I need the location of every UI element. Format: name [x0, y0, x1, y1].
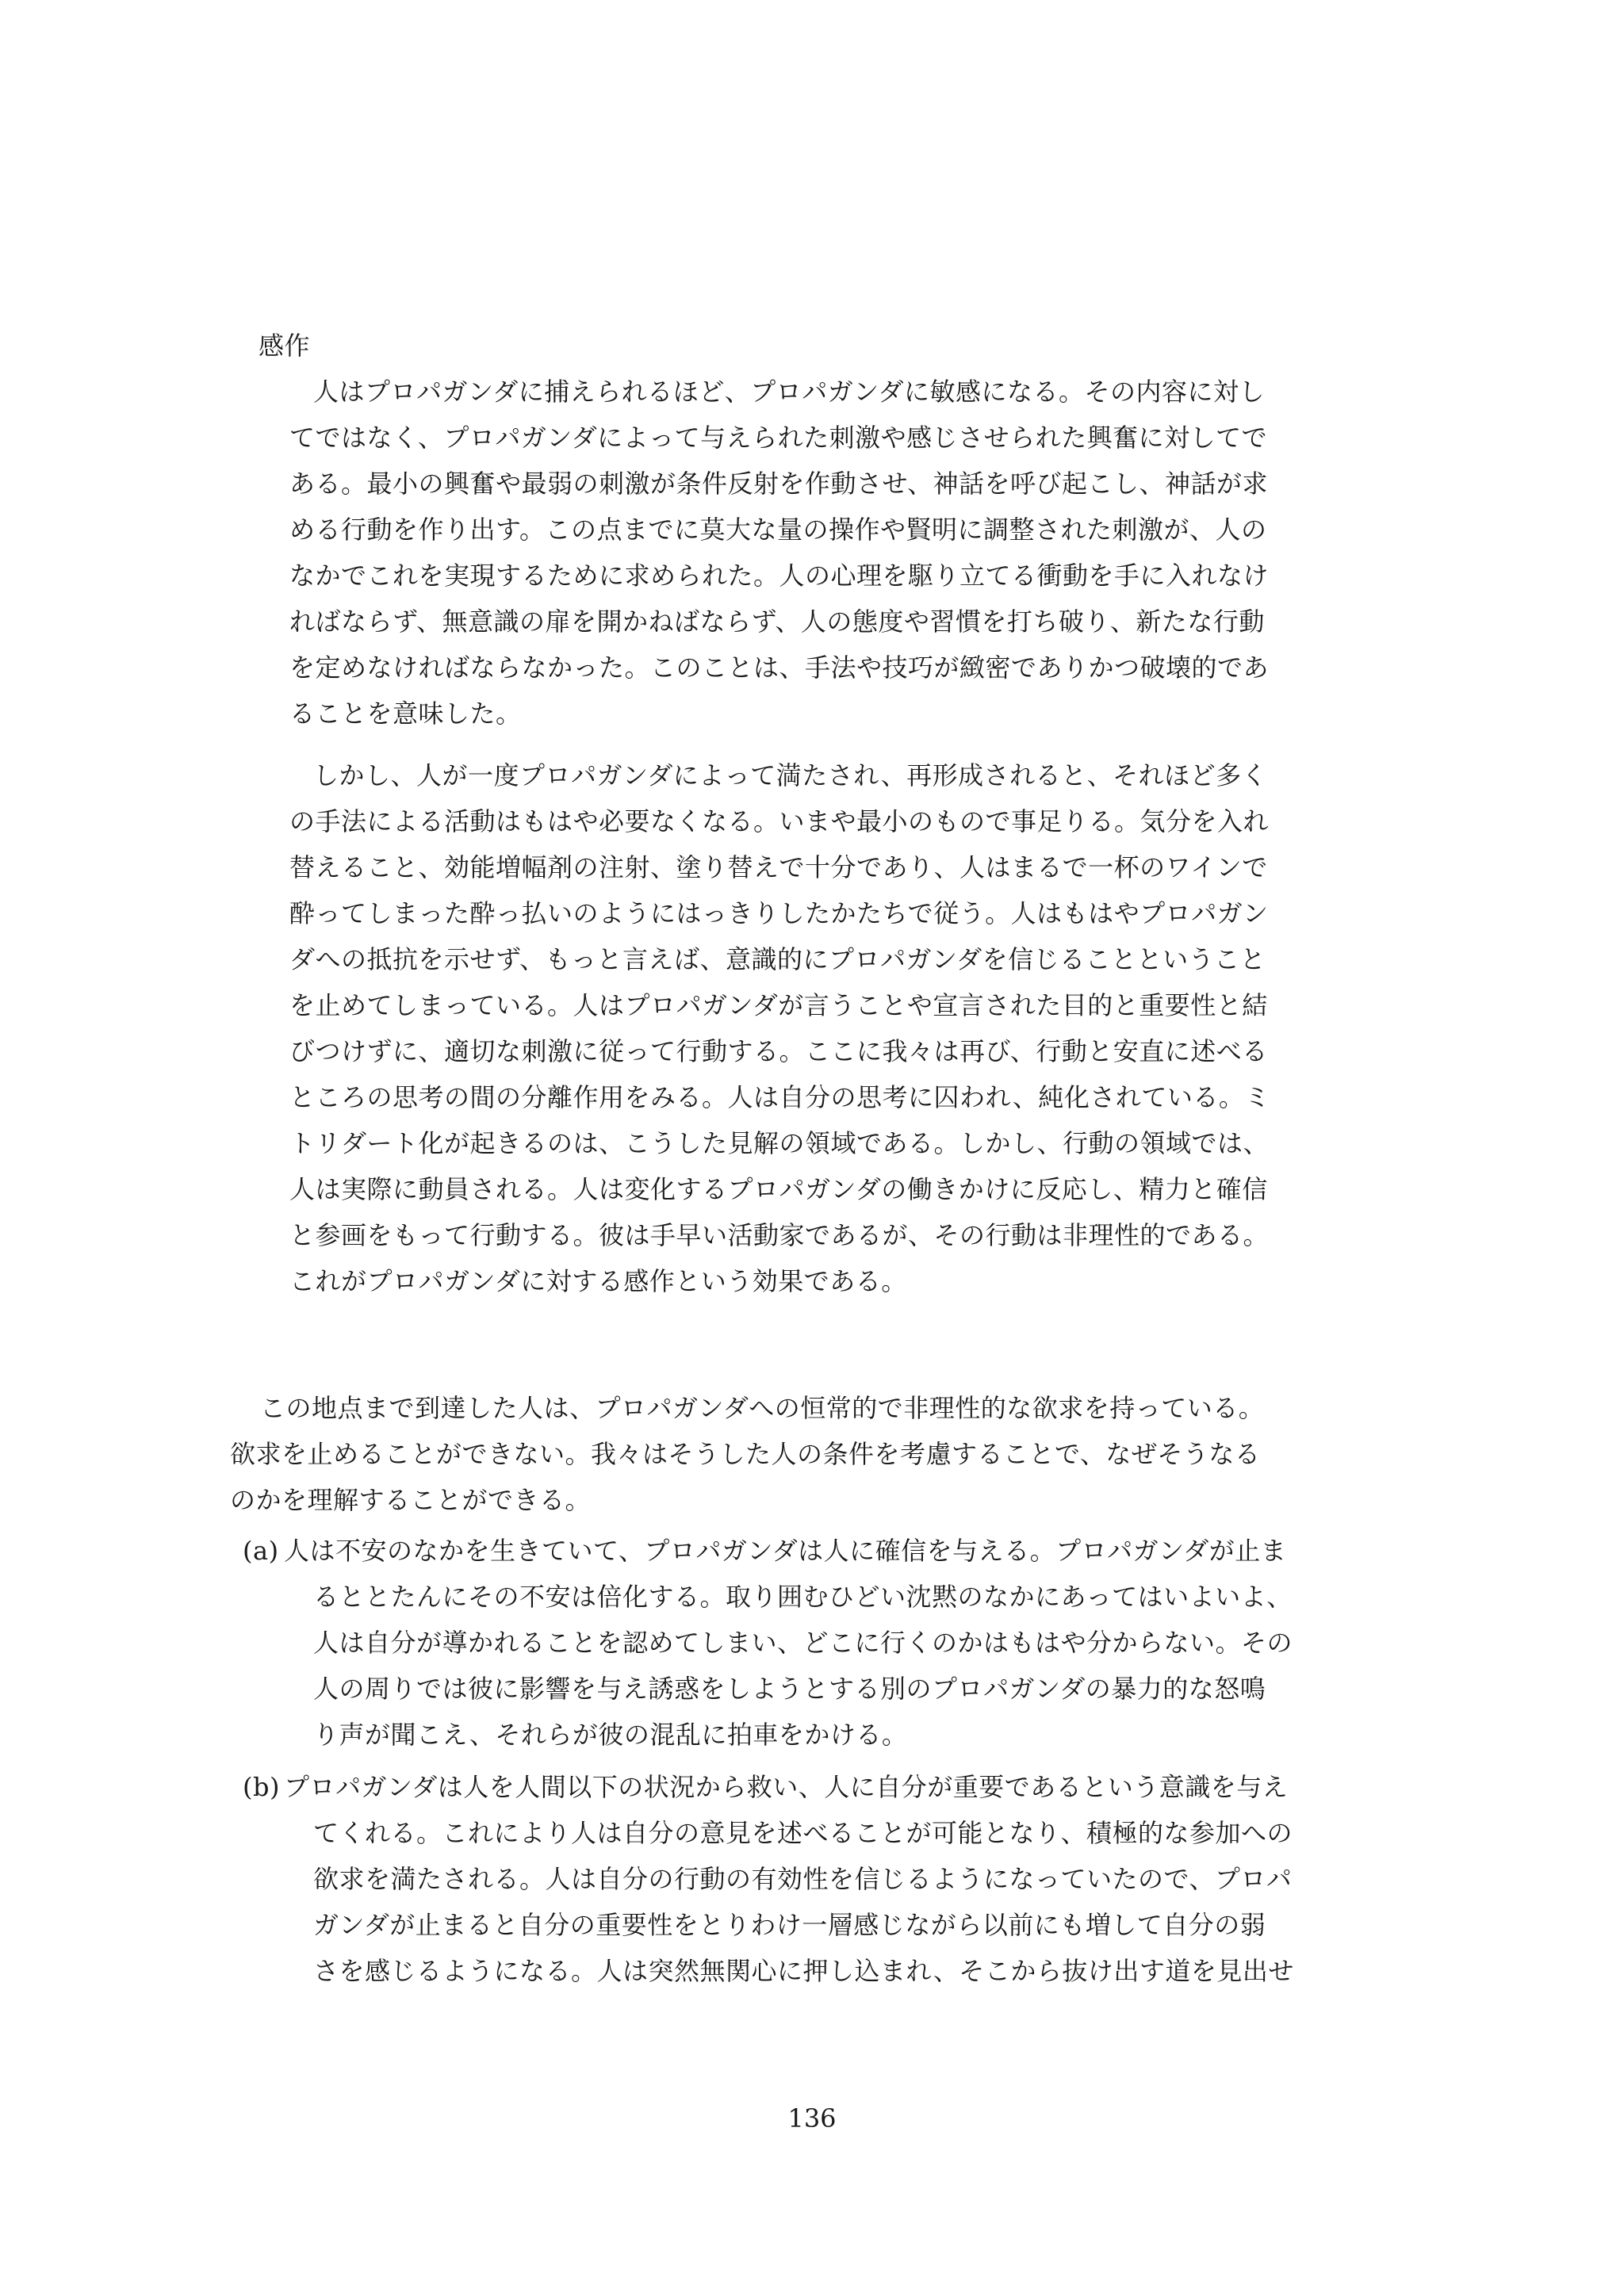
paragraph-line: トリダート化が起きるのは、こうした見解の領域である。しかし、行動の領域では、	[289, 1128, 1270, 1158]
paragraph-line: のかを理解することができる。	[230, 1485, 592, 1515]
paragraph-line: てではなく、プロパガンダによって与えられた刺激や感じさせられた興奮に対してで	[289, 423, 1268, 453]
paragraph-line: この地点まで到達した人は、プロパガンダへの恒常的で非理性的な欲求を持っている。	[260, 1393, 1265, 1423]
paragraph-line: を止めてしまっている。人はプロパガンダが言うことや宣言された目的と重要性と結	[289, 990, 1268, 1020]
paragraph-line: ることを意味した。	[289, 698, 522, 729]
list-item-label-b: (b)	[243, 1772, 280, 1802]
list-item-label-a: (a)	[243, 1536, 279, 1566]
list-item-line: 人は不安のなかを生きていて、プロパガンダは人に確信を与える。プロパガンダが止ま	[284, 1536, 1287, 1566]
list-item-line: るととたんにその不安は倍化する。取り囲むひどい沈黙のなかにあってはいよいよ、	[313, 1582, 1293, 1612]
list-item-line: 人は自分が導かれることを認めてしまい、どこに行くのかはもはや分からない。その	[313, 1628, 1293, 1658]
paragraph-line: ればならず、無意識の扉を開かねばならず、人の態度や習慣を打ち破り、新たな行動	[289, 607, 1265, 637]
list-item-line: プロパガンダは人を人間以下の状況から救い、人に自分が重要であるという意識を与え	[284, 1772, 1289, 1802]
paragraph-line: 人はプロパガンダに捕えられるほど、プロパガンダに敏感になる。その内容に対し	[313, 377, 1265, 407]
list-item-line: 欲求を満たされる。人は自分の行動の有効性を信じるようになっていたので、プロパ	[313, 1864, 1293, 1894]
page-number: 136	[787, 2103, 837, 2133]
list-item-line: さを感じるようになる。人は突然無関心に押し込まれ、そこから抜け出す道を見出せ	[313, 1956, 1294, 1986]
paragraph-line: 替えること、効能増幅剤の注射、塗り替えで十分であり、人はまるで一杯のワインで	[289, 852, 1268, 882]
list-item-line: てくれる。これにより人は自分の意見を述べることが可能となり、積極的な参加への	[313, 1818, 1293, 1848]
paragraph-line: と参画をもって行動する。彼は手早い活動家であるが、その行動は非理性的である。	[289, 1220, 1270, 1250]
paragraph-line: 欲求を止めることができない。我々はそうした人の条件を考慮することで、なぜそうなる	[230, 1439, 1261, 1469]
paragraph-line: める行動を作り出す。この点までに莫大な量の操作や賢明に調整された刺激が、人の	[289, 515, 1267, 545]
paragraph-line: びつけずに、適切な刺激に従って行動する。ここに我々は再び、行動と安直に述べる	[289, 1036, 1268, 1066]
paragraph-line: ある。最小の興奮や最弱の刺激が条件反射を作動させ、神話を呼び起こし、神話が求	[289, 469, 1269, 499]
paragraph-line: なかでこれを実現するために求められた。人の心理を駆り立てる衝動を手に入れなけ	[289, 561, 1270, 591]
paragraph-line: これがプロパガンダに対する感作という効果である。	[289, 1266, 907, 1296]
paragraph-line: ダへの抵抗を示せず、もっと言えば、意識的にプロパガンダを信じることということ	[289, 944, 1266, 974]
paragraph-line: 酔ってしまった酔っ払いのようにはっきりしたかたちで従う。人はもはやプロパガン	[289, 898, 1269, 928]
paragraph-line: しかし、人が一度プロパガンダによって満たされ、再形成されると、それほど多く	[313, 760, 1268, 790]
paragraph-line: ところの思考の間の分離作用をみる。人は自分の思考に囚われ、純化されている。ミ	[289, 1082, 1270, 1112]
paragraph-line: の手法による活動はもはや必要なくなる。いまや最小のもので事足りる。気分を入れ	[289, 806, 1270, 836]
list-item-line: 人の周りでは彼に影響を与え誘惑をしようとする別のプロパガンダの暴力的な怒鳴	[313, 1674, 1266, 1704]
paragraph-line: を定めなければならなかった。このことは、手法や技巧が緻密でありかつ破壊的であ	[289, 652, 1270, 683]
list-item-line: り声が聞こえ、それらが彼の混乱に拍車をかける。	[313, 1720, 908, 1750]
list-item-line: ガンダが止まると自分の重要性をとりわけ一層感じながら以前にも増して自分の弱	[313, 1910, 1266, 1940]
paragraph-line: 人は実際に動員される。人は変化するプロパガンダの働きかけに反応し、精力と確信	[289, 1174, 1268, 1204]
section-heading: 感作	[259, 331, 311, 361]
